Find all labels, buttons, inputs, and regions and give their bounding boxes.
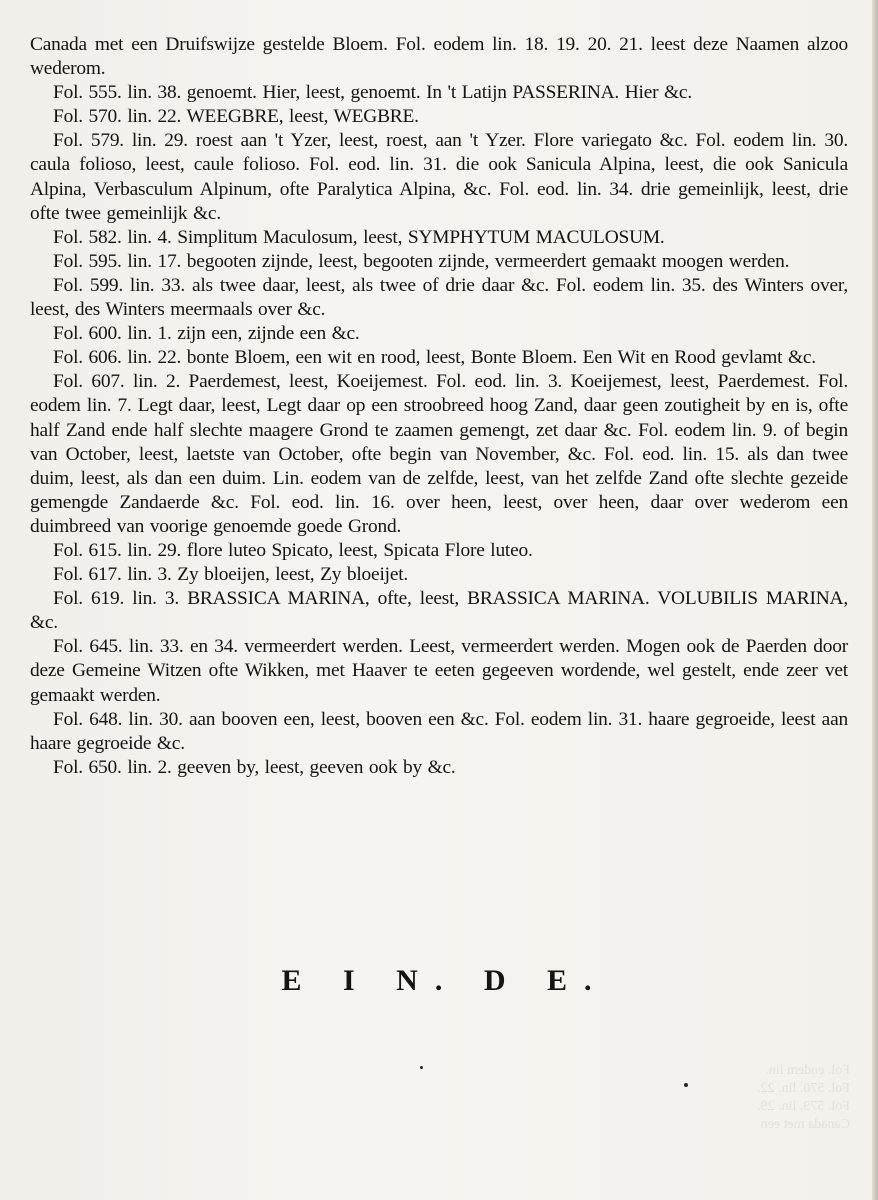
errata-entry: Fol. 650. lin. 2. geeven by, leest, geeven ook by &c. — [53, 756, 456, 778]
errata-list — [30, 33, 848, 780]
show-through-text: Fol. eodem lin. Fol. 570. lin. 22. Fol. 579. lin. 29. Canada met een — [757, 1063, 850, 1132]
ink-speck — [420, 1066, 423, 1069]
errata-entry: Fol. 617. lin. 3. Zy bloeijen, leest, Zy bloeijet. — [53, 564, 409, 586]
errata-entry: Fol. 555. lin. 38. genoemt. Hier, leest, genoemt. In 't Latijn PASSERINA. Hier &c. — [53, 82, 692, 104]
errata-entry: Fol. 645. lin. 33. en 34. vermeerdert werden. Leest, vermeerdert werden. Mogen ook de Paerden door deze Gemeine Witzen ofte Wikken, met Haaver te eeten gegeeven wordende, wel gestelt, ende zeer vet gemaakt werden. — [30, 636, 848, 706]
errata-entry: Fol. 570. lin. 22. WEEGBRE, leest, WEGBRE. — [53, 106, 419, 128]
errata-entry: Canada met een Druifswijze gestelde Bloem. Fol. eodem lin. 18. 19. 20. 21. leest deze Naamen alzoo wederom. — [30, 34, 848, 80]
errata-entry: Fol. 595. lin. 17. begooten zijnde, leest, begooten zijnde, vermeerdert gemaakt moogen werden. — [53, 250, 790, 272]
errata-entry: Fol. 607. lin. 2. Paerdemest, leest, Koeijemest. Fol. eod. lin. 3. Koeijemest, leest, Paerdemest. Fol. eodem lin. 7. Legt daar, leest, Legt daar op een stroobreed hoog Zand, daar geen zoutigheit by en is, ofte half Zand ende half slechte maagere Grond te zaamen gemengt, zet daar &c. Fol. eodem lin. 9. of begin van October, leest, laetste van October, ofte begin van November, &c. Fol. eod. lin. 15. als dan twee duim, leest, als dan een duim. Lin. eodem van de zelfde, leest, van het zelfde Zand ofte slechte gezeide gemengde Zandaerde &c. Fol. eod. lin. 16. over heen, leest, over heen, daar over wederom een duimbreed van voorige genoemde goede Grond. — [30, 371, 848, 537]
ink-speck — [684, 1083, 688, 1087]
end-mark: E I N. D E. — [281, 964, 609, 997]
errata-entry: Fol. 648. lin. 30. aan booven een, leest, booven een &c. Fol. eodem lin. 31. haare gegroeide, leest aan haare gegroeide &c. — [30, 708, 848, 754]
page-gutter-shadow — [872, 0, 878, 1200]
errata-entry: Fol. 615. lin. 29. flore luteo Spicato, leest, Spicata Flore luteo. — [53, 539, 533, 561]
errata-entry: Fol. 599. lin. 33. als twee daar, leest, als twee of drie daar &c. Fol. eodem lin. 35. des Winters over, leest, des Winters meermaals over &c. — [30, 274, 848, 321]
errata-entry: Fol. 606. lin. 22. bonte Bloem, een wit en rood, leest, Bonte Bloem. Een Wit en Rood gevlamt &c. — [53, 347, 816, 369]
errata-entry: Fol. 582. lin. 4. Simplitum Maculosum, leest, SYMPHYTUM MACULOSUM. — [53, 226, 665, 248]
errata-entry: Fol. 600. lin. 1. zijn een, zijnde een &c. — [53, 323, 360, 345]
errata-entry: Fol. 619. lin. 3. BRASSICA MARINA, ofte, leest, BRASSICA MARINA. VOLUBILIS MARINA, &c. — [30, 588, 848, 634]
errata-entry: Fol. 579. lin. 29. roest aan 't Yzer, leest, roest, aan 't Yzer. Flore variegato &c. Fol. eodem lin. 30. caula folioso, leest, caule folioso. Fol. eod. lin. 31. die ook Sanicula Alpina, leest, die ook Sanicula Alpina, Verbasculum Alpinum, ofte Paralytica Alpina, &c. Fol. eod. lin. 34. drie gemeinlijk, leest, drie ofte twee gemeinlijk &c. — [30, 130, 848, 224]
